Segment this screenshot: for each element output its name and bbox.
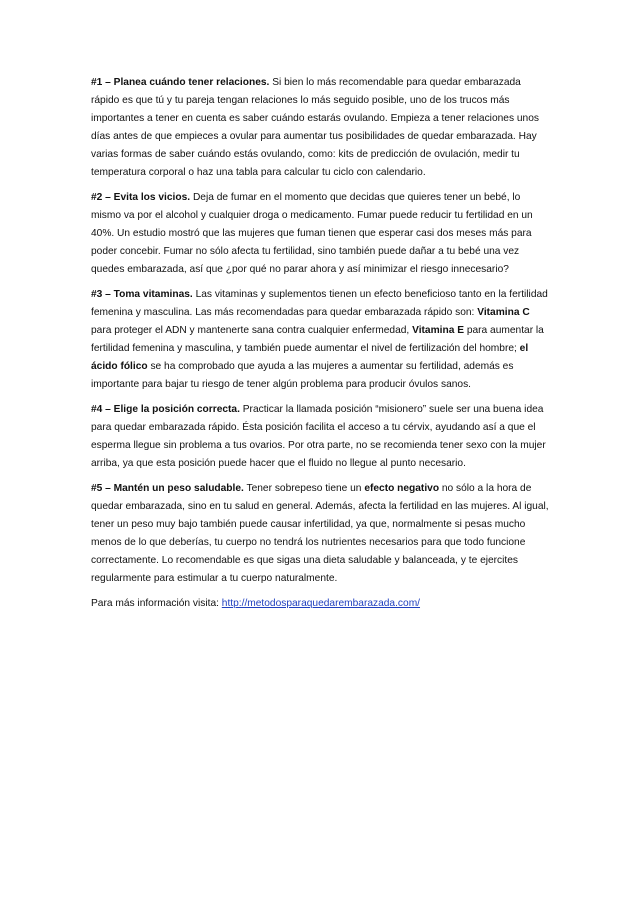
- section-2-body: Deja de fumar en el momento que decidas que quieres tener un bebé, lo mismo va por el alcohol y cualquier droga o medicamento. Fumar puede reducir tu fertilidad en un 40%. Un estudio mostró que las mujeres que fuman tienen que esperar casi dos meses más para poder concebir. Fumar no sólo afecta tu fertilidad, sino también puede dañar a tu bebé una vez quedes embarazada, así que ¿por qué no parar ahora y así minimizar el riesgo innecesario?: [91, 191, 533, 275]
- section-3-text-1: Las vitaminas y suplementos tienen un efecto beneficioso tanto en la fertilidad femenina y masculina. Las más recomendadas para quedar embarazada rápido son:: [91, 288, 548, 318]
- section-3-text-4: se ha comprobado que ayuda a las mujeres a aumentar su fertilidad, además es importante para bajar tu riesgo de tener algún problema para producir óvulos sanos.: [91, 360, 514, 390]
- section-3-bold-vitamina-e: Vitamina E: [412, 324, 464, 336]
- section-5-heading: #5 – Mantén un peso saludable.: [91, 483, 244, 495]
- section-3-heading: #3 – Toma vitaminas.: [91, 288, 193, 300]
- section-4: [91, 401, 551, 473]
- section-3-bold-vitamina-c: Vitamina C: [477, 306, 530, 318]
- section-4-body: Practicar la llamada posición “misionero” suele ser una buena idea para quedar embarazada rápido. Ésta posición facilita el acceso a tu cérvix, ayudando así a que el esperma llegue sin problema a tus ovarios. Por otra parte, no se recomienda tener sexo con la mujer arriba, ya que esta posición puede hacer que el fluido no llegue al punto necesario.: [91, 403, 546, 469]
- section-3-bold-acido-folico: el ácido fólico: [91, 342, 529, 372]
- section-3: [91, 286, 551, 393]
- section-2-heading: #2 – Evita los vicios.: [91, 191, 191, 203]
- footer-info: [91, 595, 551, 613]
- section-3-text-2: para proteger el ADN y mantenerte sana contra cualquier enfermedad,: [91, 324, 413, 336]
- section-5: [91, 480, 551, 587]
- section-5-text-2: no sólo a la hora de quedar embarazada, sino en tu salud en general. Además, afecta la fertilidad en las mujeres. Al igual, tener un peso muy bajo también puede causar infertilidad, ya que, normalmente si pesas mucho menos de lo que deberías, tu cuerpo no tendrá los nutrientes necesarios para que todo funcione correctamente. Lo recomendable es que sigas una dieta saludable y balanceada, y te ejercites regularmente para estimular a tu cuerpo naturalmente.: [91, 483, 549, 584]
- section-4-heading: #4 – Elige la posición correcta.: [91, 403, 240, 415]
- footer-label: Para más información visita:: [91, 597, 222, 609]
- section-1: [91, 74, 551, 181]
- section-5-bold-efecto-negativo: efecto negativo: [364, 483, 440, 495]
- section-1-heading: #1 – Planea cuándo tener relaciones.: [91, 77, 270, 88]
- section-3-text-3: para aumentar la fertilidad femenina y masculina, y también puede aumentar el nivel de fertilización del hombre;: [91, 324, 544, 354]
- website-link[interactable]: http://metodosparaquedarembarazada.com/: [221, 597, 421, 609]
- section-5-text-1: Tener sobrepeso tiene un: [243, 483, 365, 495]
- section-1-body: Si bien lo más recomendable para quedar embarazada rápido es que tú y tu pareja tengan relaciones lo más seguido posible, uno de los trucos más importantes a tener en cuenta es saber cuándo estarás ovulando. Empieza a tener relaciones unos días antes de que empieces a ovular para aumentar tus posibilidades de quedar embarazada. Hay varias formas de saber cuándo estás ovulando, como: kits de predicción de ovulación, medir tu temperatura corporal o haz una tabla para calcular tu ciclo con calendario.: [91, 77, 539, 178]
- section-2: [91, 189, 551, 279]
- document-content: [91, 74, 551, 620]
